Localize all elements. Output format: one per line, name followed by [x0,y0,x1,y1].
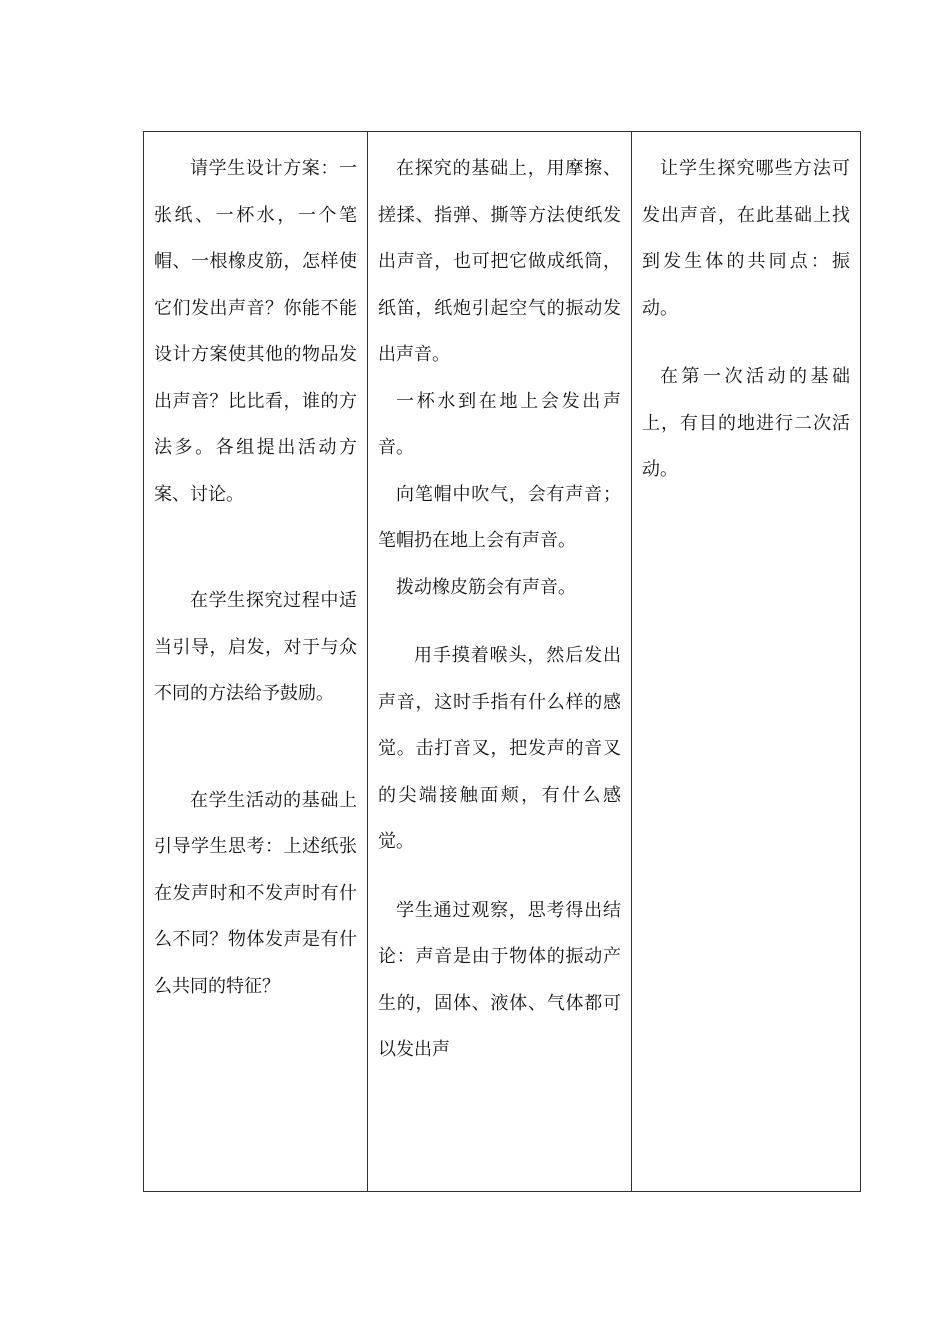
student-activity-cell [368,132,632,1192]
teacher-paragraph-design: 请学生设计方案：一张纸、一杯水，一个笔帽、一根橡皮筋，怎样使它们发出声音？你能不能设计方案使其他的物品发出声音？比比看，谁的方法多。各组提出活动方案、讨论。 [154,158,357,505]
student-paragraph-paper: 在探究的基础上，用摩擦、搓揉、指弹、撕等方法使纸发出声音，也可把它做成纸筒，纸笛，纸炮引起空气的振动发出声音。 [378,158,621,365]
student-paragraph-conclusion: 学生通过观察，思考得出结论：声音是由于物体的振动产生的，固体、液体、气体都可以发出声 [378,899,621,1060]
student-paragraph-pen-cap: 向笔帽中吹气，会有声音；笔帽扔在地上会有声音。 [378,483,621,551]
student-paragraph-rubber-band: 拨动橡皮筋会有声音。 [396,576,576,598]
teacher-paragraph-think: 在学生活动的基础上引导学生思考：上述纸张在发声时和不发声时有什么不同？物体发声是有什么共同的特征？ [154,789,357,997]
teacher-activity-cell [144,132,368,1192]
table-row [144,132,861,1192]
design-intent-cell [632,132,861,1192]
intent-paragraph-explore: 让学生探究哪些方法可发出声音，在此基础上找到发生体的共同点：振动。 [642,158,850,319]
lesson-table [143,131,861,1192]
teacher-paragraph-guide: 在学生探究过程中适当引导，启发，对于与众不同的方法给予鼓励。 [154,590,357,704]
intent-paragraph-second-activity: 在第一次活动的基础上，有目的地进行二次活动。 [642,366,850,480]
student-paragraph-throat: 用手摸着喉头，然后发出声音，这时手指有什么样的感觉。击打音叉，把发声的音叉的尖端接触面颊，有什么感觉。 [378,645,621,852]
student-paragraph-water: 一杯水到在地上会发出声音。 [378,390,621,458]
